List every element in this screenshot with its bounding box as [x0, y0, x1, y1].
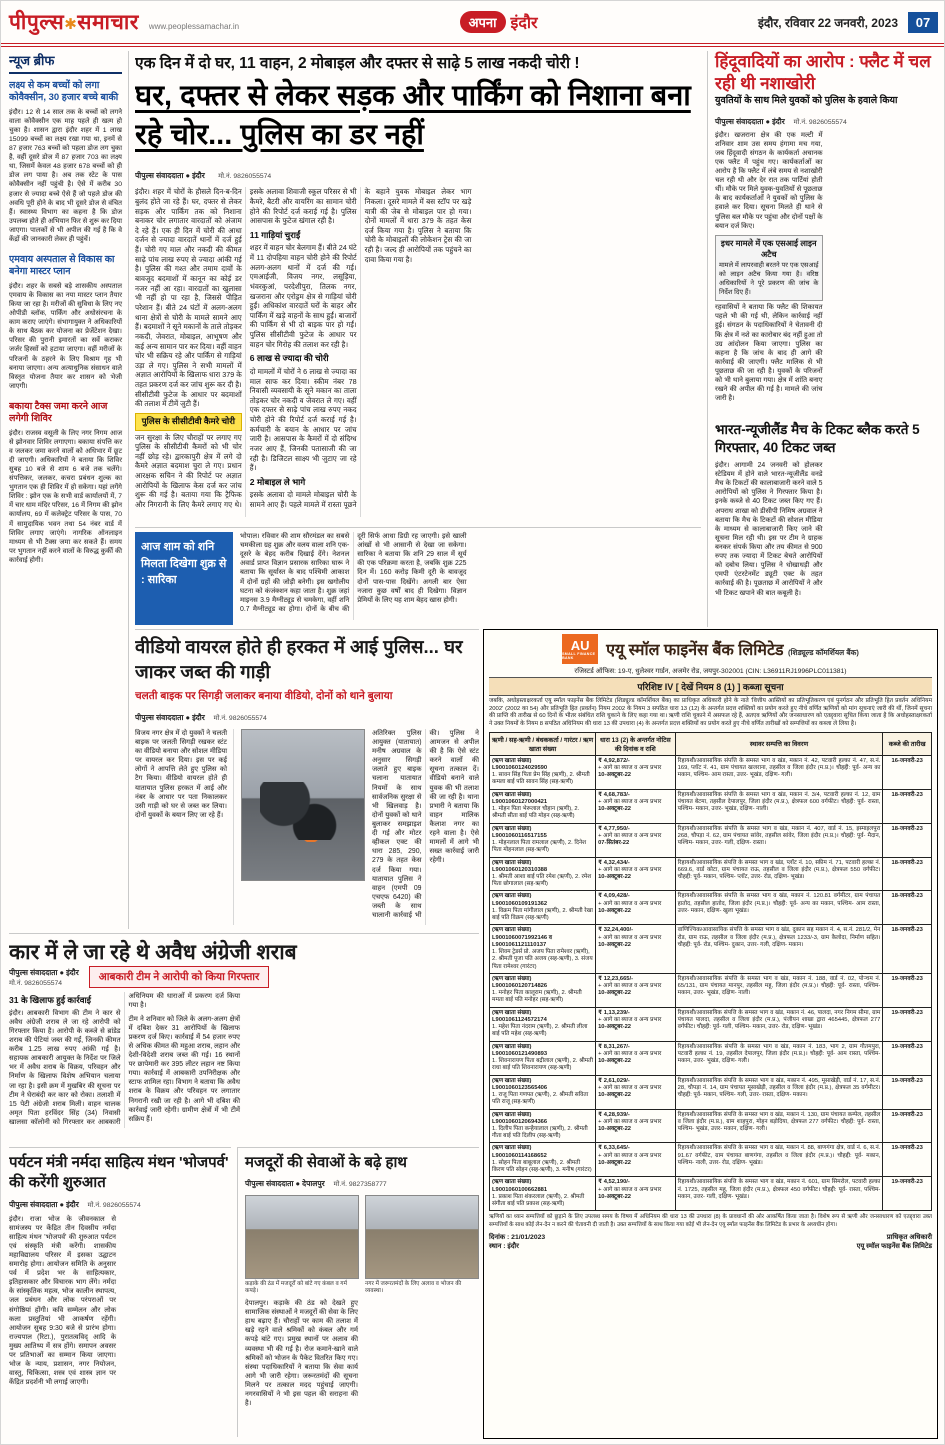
labor-photo-1: [245, 1195, 359, 1295]
notice-cell: [596, 973, 676, 1007]
notice-cell: [596, 1041, 676, 1075]
possession-table-row: [490, 1177, 932, 1211]
account-label: (ऋण खाता संख्या): [492, 757, 532, 764]
borrower-names: 1. प्रकाश पिता शंकरलाल (ऋणी), 2. श्रीमती संगीता बाई पति प्रकाश (सह-ऋणी): [492, 1193, 585, 1208]
property-description: रिहायशी/आवासायिक संपत्ति के समस्त भाग व खंड, मकान नं. 495, मूसाखेड़ी, वार्ड नं. 17, स.नं. 28, चौपड़ा नं. 14, ग्राम पंचायत मूसाखेड़ी, तहसील व जिला इंदौर (म.प्र.), क्षेत्रफल 35 वर्गमीटर। चौहद्दी: पूर्व- मकान, पश्चिम- गली, उत्तर- रास्ता, दक्षिण- मकान।: [675, 1075, 883, 1109]
notice-amount-note: + आगे का ब्याज व अन्य प्रभार: [598, 900, 662, 907]
property-description: रिहायशी/आवासायिक संपत्ति के समस्त भाग व खंड, मकान नं. 3/4, पटवारी हल्का नं. 12, ग्राम पंचायत बेटमा, तहसील देपालपुर, जिला इंदौर (म.प्र.), क्षेत्रफल 600 वर्गफीट। चौहद्दी: पूर्व- रास्ता, पश्चिम- मकान, उत्तर- भूखंड, दक्षिण- नाली।: [675, 789, 883, 823]
brief-headline: बकाया टैक्स जमा करने आज लगेगी शिविर: [9, 400, 108, 425]
hindu-story-inset: [715, 235, 823, 301]
labor-photo-2: [365, 1195, 479, 1295]
news-brief-column: [9, 51, 129, 929]
property-description: वाणिज्यिक/आवासायिक संपत्ति के समस्त भाग व खंड, दुकान सह मकान नं. 4, स.नं. 281/2, मेन रोड, ग्राम राऊ, तहसील व जिला इंदौर (म.प्र.), क्षेत्रफल 1233/-3, ग्राम कैलोदा, निर्माण सहित। चौहद्दी: पूर्व- रोड, पश्चिम- दुकान, उत्तर- गली, दक्षिण- मकान।: [675, 925, 883, 973]
notice-amount-note: + आगे का ब्याज व अन्य प्रभार: [598, 764, 662, 771]
property-description: रिहायशी/आवासायिक संपत्ति के समस्त भाग व खंड, मकान नं. 46, पालदा, नगर निगम सीमा, ग्राम पंचायत पालदा, तहसील व जिला इंदौर (म.प्र.), पंजीयन शाखा द्वारा 465445, क्षेत्रफल 277 वर्गफीट। चौहद्दी: पूर्व- गली, पश्चिम- मकान, उत्तर- रोड, दक्षिण- भूखंड।: [675, 1007, 883, 1041]
motorcycle-stunt-photo: [241, 729, 365, 881]
brief-headline: लक्ष्य से कम बच्चों को लगा कोवैक्सीन, 30 हजार बच्चे बाकी: [9, 80, 119, 104]
account-number: L9001060120694366: [492, 1118, 548, 1125]
account-label: (ऋण खाता संख्या): [492, 1043, 532, 1050]
video-story-right-text: अतिरिक्त पुलिस आयुक्त (यातायात) मनीष अग्रवाल के अनुसार सिगड़ी जलाते हुए बाइक चलाना यातायात नियमों के साथ सार्वजनिक सुरक्षा से भी खिलवाड़ है। दोनों युवकों को थाने बुलाकर समझाइश दी गई और मोटर व्हीकल एक्ट की धारा 285, 290, 279 के तहत केस दर्ज किया गया। यातायात पुलिस ने वाहन (एमपी 09 एचएफ 6420) की जब्ती के साथ चालानी कार्रवाई भी की। पुलिस ने आमजन से अपील की है कि ऐसे स्टंट करने वालों की सूचना तत्काल दें। वीडियो बनाने वाले युवक की भी तलाश की जा रही है। थाना प्रभारी ने बताया कि वाहन मालिक कैलाश नगर का रहने वाला है। ऐसे मामलों में आगे भी सख्त कार्रवाई जारी रहेगी।: [372, 729, 479, 920]
notice-cell: [596, 1075, 676, 1109]
account-label: (ऋण खाता संख्या): [492, 825, 532, 832]
possession-date: 16-जनवरी-23: [883, 755, 932, 789]
lead-sub-body: दो मामलों में चोरों ने 6 लाख से ज्यादा का माल साफ कर दिया। स्कीम नंबर 78 निवासी व्यवसायी के सूने मकान का ताला तोड़कर चोर नकदी व जेवरात ले गए। वहीं एक दफ्तर से साढ़े पांच लाख रुपए नकद चोरी होने की रिपोर्ट दर्ज कराई गई है। कर्मचारी के बयान के आधार पर जांच जारी है। आसपास के कैमरों में दो संदिग्ध नजर आए हैं, जिनकी पतासाजी की जा रही है। डिजिटल साक्ष्य भी जुटाए जा रहे हैं।: [249, 366, 357, 473]
borrower-cell: [490, 1041, 596, 1075]
notice-amount: ₹ 4,68,783/-: [598, 791, 630, 798]
account-number: L9001060120310388: [492, 866, 548, 873]
tourism-story: [9, 1147, 231, 1437]
notice-date: 10-अक्टूबर-22: [598, 1159, 632, 1166]
brief-headline: एमवाय अस्पताल से विकास का बनेगा मास्टर प्लान: [9, 254, 115, 278]
liquor-story-red-box: आबकारी टीम ने आरोपी को किया गिरफ्तार: [89, 966, 270, 988]
account-number: L9001060124029590: [492, 764, 548, 771]
notice-amount-note: + आगे का ब्याज व अन्य प्रभार: [598, 1050, 662, 1057]
hindu-story-byline: पीपुल्स संवाददाता ● इंदौर: [715, 116, 785, 126]
notice-cell: [596, 789, 676, 823]
possession-table-row: [490, 925, 932, 973]
possession-notice-title: परिशिष्ट IV [ देखें नियम 8 (1) ] कब्जा सूचना: [489, 677, 932, 696]
video-story-subhead: चलती बाइक पर सिगड़ी जलाकर बनाया वीडियो, दोनों को थाने बुलाया: [135, 689, 393, 702]
account-number: L9001060121490893: [492, 1050, 548, 1057]
notice-amount-note: + आगे का ब्याज व अन्य प्रभार: [598, 983, 662, 990]
notice-date: 10-अक्टूबर-22: [598, 990, 632, 997]
possession-date: 18-जनवरी-23: [883, 823, 932, 857]
account-number: L9001060127000421: [492, 798, 548, 805]
property-description: रिहायशी/आवासायिक संपत्ति के समस्त भाग व खंड, मकान नं. 42, पटवारी हल्का नं. 47, स.नं. 169, प्लॉट नं. 41, ग्राम पंचायत खजराना, तहसील व जिला इंदौर (म.प्र.)। चौहद्दी: पूर्व- अन्य का मकान, पश्चिम- आम रास्ता, उत्तर- भूखंड, दक्षिण- गली।: [675, 755, 883, 789]
possession-date: 19-जनवरी-23: [883, 1109, 932, 1143]
table-header-date: कब्जे की तारीख: [883, 732, 932, 755]
notice-cell: [596, 925, 676, 973]
possession-date: 19-जनवरी-23: [883, 973, 932, 1007]
borrower-names: 1. श्रीमती आशा बाई पति रमेश (ऋणी), 2. रमेश पिता छोगालाल (सह-ऋणी): [492, 873, 592, 888]
bonfire-food-photo: [365, 1195, 479, 1279]
notice-amount: ₹ 2,61,029/-: [598, 1077, 630, 1084]
video-story-byline: पीपुल्स संवाददाता ● इंदौर: [135, 712, 205, 722]
notice-amount: ₹ 8,31,267/-: [598, 1043, 630, 1050]
tickets-story-headline: भारत-न्यूजीलैंड मैच के टिकट ब्लैक करते 5 गिरफ्तार, 40 टिकट जब्त: [715, 421, 920, 455]
logo-star-icon: ✱: [64, 16, 78, 33]
possession-table-row: [490, 857, 932, 891]
bank-legal-text: जबकि, अधोहस्ताक्षरकर्ता एयू स्मॉल फाइनेंस बैंक लिमिटेड (शिड्यूल्ड कॉमर्शियल बैंक) का प्राधिकृत अधिकारी होने के नाते 'वित्तीय आस्तियों का प्रतिभूतिकरण एवं पुनर्गठन और प्रतिभूति हित प्रवर्तन अधिनियम 2002' (2002 का 54) और प्रतिभूति हित (प्रवर्तन) नियम 2002 के नियम 3 सपठित धारा 13 (12) के अन्तर्गत प्रदत्त शक्तियों का प्रयोग करते हुए नीचे वर्णित ऋणियों को मांग सूचनाएं जारी की थीं, जिनमें सूचना की प्राप्ति की तारीख से 60 दिनों के भीतर संबंधित राशि चुकाने के लिए कहा गया था। ऋणी राशि चुकाने में असफल रहे हैं, अतएव ऋणियों और जनसाधारण को एतद्द्वारा सूचित किया जाता है कि अधोहस्ताक्षरकर्ता ने उक्त नियमों के नियम 8 सपठित अधिनियम की धारा 13 की उपधारा (4) के अन्तर्गत प्रदत्त शक्तियों का प्रयोग करते हुए नीचे वर्णित तारीखों को सम्पत्तियों का कब्जा ले लिया है।: [489, 698, 932, 728]
tourism-story-byline: पीपुल्स संवाददाता ● इंदौर: [9, 1199, 79, 1209]
labor-story-phone: मो.नं. 9827358777: [333, 1180, 387, 1188]
borrower-cell: [490, 789, 596, 823]
notice-amount-note: + आगे का ब्याज व अन्य प्रभार: [598, 1152, 662, 1159]
bank-name-suffix: (शिड्यूल्ड कॉमर्शियल बैंक): [788, 648, 859, 657]
notice-amount: ₹ 4,09,428/-: [598, 893, 630, 900]
notice-date: 10-अक्टूबर-22: [598, 1193, 632, 1200]
borrower-names: 1. सोहन पिता बाबूलाल (ऋणी), 2. श्रीमती किरण पति सोहन (सह-ऋणी), 3. मनीष (गारंटर): [492, 1159, 592, 1174]
notice-cell: [596, 891, 676, 925]
lead-phone: मो.नं. 9826055574: [218, 173, 272, 181]
property-description: रिहायशी/आवासायिक संपत्ति के समस्त भाग व खंड, मकान नं. 130, ग्राम पंचायत कम्पेल, तहसील व जिला इंदौर (म.प्र.), ग्राम शाहपुरा, मोहन बड़ोदिया, क्षेत्रफल 277 वर्गफीट। चौहद्दी: पूर्व- रास्ता, पश्चिम- भूखंड, उत्तर- मकान, दक्षिण- गली।: [675, 1109, 883, 1143]
notice-amount: ₹ 4,77,950/-: [598, 825, 630, 832]
notice-amount-note: + आगे का ब्याज व अन्य प्रभार: [598, 866, 662, 873]
possession-date: 18-जनवरी-23: [883, 925, 932, 973]
notice-cell: [596, 1177, 676, 1211]
notice-amount-note: + आगे का ब्याज व अन्य प्रभार: [598, 798, 662, 805]
possession-date: 18-जनवरी-23: [883, 891, 932, 925]
borrower-names: 1. मोहनलाल पिता रामलाल (ऋणी), 2. दिनेश पिता मोहनलाल (सह-ऋणी): [492, 840, 587, 854]
property-description: रिहायशी/आवासायिक संपत्ति के समस्त भाग व खंड, प्लॉट नं. 10, स्कीम नं. 71, पटवारी हल्का नं. 669.6, वार्ड कोटा, ग्राम पंचायत राऊ, तहसील व जिला इंदौर (म.प्र.), क्षेत्रफल 550 वर्गफीट। चौहद्दी: पूर्व- मकान, पश्चिम- प्लॉट, उत्तर- रोड, दक्षिण- भूखंड।: [675, 857, 883, 891]
possession-date: 19-जनवरी-23: [883, 1143, 932, 1177]
hindu-story-phone: मो.नं. 9826055574: [793, 118, 847, 126]
logo-word-2: समाचार: [77, 11, 139, 34]
edition-badge: [249, 11, 748, 33]
account-label: (ऋण खाता संख्या): [492, 1179, 532, 1186]
possession-table-row: [490, 891, 932, 925]
borrower-cell: [490, 1109, 596, 1143]
property-description: रिहायशी/आवासायिक संपत्ति के समस्त भाग व खंड, मकान नं. 407, वार्ड नं. 15, इस्माइलपुरा 268, चौपड़ा नं. 62, ग्राम पंचायत सांवेर, तहसील सांवेर, जिला इंदौर (म.प्र.)। चौहद्दी: पूर्व- मैदान, पश्चिम- मकान, उत्तर- गली, दक्षिण- रास्ता।: [675, 823, 883, 857]
inset-body: मामले में लापरवाही बरतने पर एक एसआई को लाइन अटैच किया गया है। वरिष्ठ अधिकारियों ने पूरे प्रकरण की जांच के निर्देश दिए हैं।: [719, 262, 819, 296]
sky-story-body: भोपाल। रविवार की शाम सौरमंडल का सबसे चमकीला ग्रह शुक्र और वलय वाला शनि एक-दूसरे के बेहद करीब दिखाई देंगे। नेशनल अवार्ड प्राप्त विज्ञान प्रसारक सारिका घारू ने बताया कि सूर्यास्त के बाद पश्चिमी आकाश में दोनों ग्रहों की जोड़ी बनेगी। इस खगोलीय घटना को कंजंक्शन कहा जाता है। शुक्र जहां माइनस 3.9 मैग्नीट्यूड से चमकेगा, वहीं शनि 0.7 मैग्नीट्यूड का होगा। दोनों के बीच की दूरी सिर्फ आधा डिग्री रह जाएगी। इसे खाली आंखों से भी आसानी से देखा जा सकेगा। सारिका ने बताया कि शनि 29 साल में सूर्य की एक परिक्रमा करता है, जबकि शुक्र 225 दिन में। 160 करोड़ किमी दूरी के बावजूद दोनों पास-पास दिखेंगे। अगली बार ऐसा नजारा कुछ वर्षों बाद ही दिखेगा। विज्ञान प्रेमियों के लिए यह शाम बेहद खास होगी।: [240, 533, 467, 613]
borrower-cell: [490, 823, 596, 857]
notice-cell: [596, 1109, 676, 1143]
bank-address: रजिस्टर्ड ऑफिस: 19-ए, धुलेश्वर गार्डन, अजमेर रोड, जयपुर-302001 (CIN: L36911RJ1996PLC011381): [574, 668, 847, 675]
video-story-body: [135, 729, 479, 925]
labor-story-headline: मजदूरों की सेवाओं के बढ़े हाथ: [245, 1154, 407, 1171]
tourism-story-body: इंदौर। राजा भोज के जीवनकाल से सामंजस्य पर केंद्रित तीन दिवसीय नर्मदा साहित्य मंथन 'भोजपर्व' की शुरुआत पर्यटन एवं संस्कृति मंत्री करेंगी। शासकीय महाविद्यालय परिसर में इसका उद्घाटन समारोह होगा। आयोजन समिति के अनुसार पर्व में प्रदेश भर के साहित्यकार, इतिहासकार और विचारक भाग लेंगे। नर्मदा के सांस्कृतिक महत्व, भोज कालीन स्थापत्य, जल प्रबंधन और लोक परंपराओं पर संगोष्ठियां होंगी। कवि सम्मेलन और लोक कला प्रस्तुतियां भी आकर्षण रहेंगी। आयोजन सुबह 9:30 बजे से प्रारंभ होगा। राज्यपाल (रिटा.), पुरातत्वविद् आदि के मुख्य आतिथ्य में सत्र होंगे। समापन अवसर पर प्रतिभाओं का सम्मान किया जाएगा। भोज के न्याय, प्रशासन, नगर नियोजन, वास्तु, चिकित्सा, शस्त्र एवं शास्त्र ज्ञान पर केंद्रित प्रदर्शनी भी लगाई जाएगी।: [9, 1215, 116, 1387]
notice-date: 10-अक्टूबर-22: [598, 873, 632, 880]
account-label: (ऋण खाता संख्या): [492, 1009, 532, 1016]
notice-place-line: स्थान : इंदौर: [489, 1242, 519, 1250]
possession-table-row: [490, 973, 932, 1007]
table-header-notice: धारा 13 (2) के अन्तर्गत नोटिस की दिनांक व राशि: [596, 732, 676, 755]
video-story-left-text: विजय नगर क्षेत्र में दो युवकों ने चलती बाइक पर जलती सिगड़ी रखकर स्टंट का वीडियो बनाया और सोशल मीडिया पर वायरल कर दिया। इस पर कई लोगों ने आपत्ति लेते हुए पुलिस को टैग किया। वीडियो वायरल होते ही यातायात पुलिस हरकत में आई और नंबर के आधार पर पता निकालकर उसी गाड़ी को घर से जब्त कर लिया। दोनों युवकों के बयान लिए जा रहे हैं।: [135, 729, 234, 925]
notice-date: 10-अक्टूबर-22: [598, 1024, 632, 1031]
borrower-cell: [490, 1007, 596, 1041]
hindu-story-body: [715, 131, 938, 413]
lead-sub-body: इसके अलावा दो मामले मोबाइल चोरी के सामने आए हैं। पहले मामले में रास्ता पूछने के बहाने युवक मोबाइल लेकर भाग निकला। दूसरे मामले में बस स्टॉप पर खड़े यात्री की जेब से मोबाइल पार हो गया। दोनों मामलों में धारा 379 के तहत केस दर्ज किया गया है। पुलिस ने बताया कि चोरी के मोबाइलों की लोकेशन ट्रेस की जा रही है। जल्द ही आरोपियों तक पहुंचने का दावा किया गया है।: [249, 187, 472, 510]
video-viral-story: [135, 629, 479, 929]
possession-date: 19-जनवरी-23: [883, 1007, 932, 1041]
notice-cell: [596, 1143, 676, 1177]
hindu-story-para: रहवासियों ने बताया कि फ्लैट की शिकायत पहले भी की गई थी, लेकिन कार्रवाई नहीं हुई। संगठन के पदाधिकारियों ने चेतावनी दी कि क्षेत्र में नशे का कारोबार बंद नहीं हुआ तो उग्र आंदोलन किया जाएगा। पुलिस का कहना है कि जांच के बाद ही आगे की कार्रवाई की जाएगी। फ्लैट मालिक से भी पूछताछ की जा रही है। युवकों के परिजनों को भी थाने बुलाया गया। क्षेत्र में शांति बनाए रखने की अपील की गई है। मामले की जांच जारी है।: [715, 304, 823, 403]
account-label: (ऋण खाता संख्या): [492, 893, 532, 900]
account-number: L9001060120714826: [492, 983, 548, 990]
borrower-cell: [490, 755, 596, 789]
notice-cell: [596, 823, 676, 857]
account-number: L9001060123565406: [492, 1084, 548, 1091]
bank-name: एयू स्मॉल फाइनेंस बैंक लिमिटेड: [606, 642, 784, 659]
liquor-story-body: [9, 992, 479, 1128]
newspaper-logo: [9, 8, 139, 36]
notice-date: 10-अक्टूबर-22: [598, 772, 632, 779]
notice-amount-note: + आगे का ब्याज व अन्य प्रभार: [598, 934, 662, 941]
notice-amount-note: + आगे का ब्याज व अन्य प्रभार: [598, 1186, 662, 1193]
brief-article-tax-camp: [9, 401, 122, 565]
lead-sub-body: जन सुरक्षा के लिए चौराहों पर लगाए गए पुलिस के सीसीटीवी कैमरों को भी चोर नहीं छोड़ रहे। द्वारकापुरी क्षेत्र में लगे दो कैमरे अज्ञात बदमाश चुरा ले गए। प्रधान आरक्षक सचिन ने की रिपोर्ट पर अज्ञात आरोपियों के खिलाफ केस दर्ज कर जांच शुरू की गई है। बताया गया कि ट्रैफिक और निगरानी के लिए कैमरे लगाए गए थे। इसके अलावा शिवाजी स्कूल परिसर से भी कैमरे, बैटरी और वायरिंग का सामान चोरी होने की रिपोर्ट दर्ज कराई गई है। पुलिस आसपास के फुटेज खंगाल रही है।: [135, 187, 357, 510]
edition-badge-pill: अपना: [460, 11, 506, 33]
borrower-cell: [490, 1177, 596, 1211]
lead-headline: घर, दफ्तर से लेकर सड़क और पार्किंग को निशाना बना रहे चोर... पुलिस का डर नहीं: [135, 80, 691, 152]
possession-table-row: [490, 823, 932, 857]
tourism-story-headline: पर्यटन मंत्री नर्मदा साहित्य मंथन 'भोजपर्व' की करेंगी शुरुआत: [9, 1154, 229, 1192]
labor-story-body: देपालपुर। कड़ाके की ठंड को देखते हुए सामाजिक संस्थाओं ने मजदूरों की सेवा के लिए हाथ बढ़ाए हैं। चौराहों पर काम की तलाश में खड़े रहने वाले श्रमिकों को कंबल और गर्म कपड़े बांटे गए। प्रमुख स्थानों पर अलाव की व्यवस्था भी की गई है। रोज कमाने-खाने वाले श्रमिकों को भोजन के पैकेट वितरित किए गए। संस्था पदाधिकारियों ने बताया कि सेवा कार्य आगे भी जारी रहेगा। जरूरतमंदों की सूचना मिलने पर तत्काल मदद पहुंचाई जाएगी। नगरवासियों ने भी इस पहल की सराहना की है।: [245, 1299, 358, 1408]
table-header-property: स्थावर सम्पत्ति का विवरण: [675, 732, 883, 755]
hindu-story-subhead: युवतियों के साथ मिले युवकों को पुलिस के हवाले किया: [715, 95, 898, 107]
notice-date: 10-अक्टूबर-22: [598, 806, 632, 813]
video-story-phone: मो.नं. 9826055574: [213, 714, 267, 722]
liquor-story-para: टीम ने शनिवार को जिले के अलग-अलग क्षेत्रों में दबिश देकर 31 आरोपियों के खिलाफ प्रकरण दर्ज किए। कार्रवाई में 54 हजार रुपए से अधिक कीमत की महुआ शराब, लहान और देशी-विदेशी शराब जब्त की गई। 16 स्थानों पर छापेमारी कर 395 लीटर लहान नष्ट किया गया। कार्रवाई में आबकारी उपनिरीक्षक और स्टाफ शामिल रहा। विभाग ने बताया कि अवैध शराब के विक्रय और परिवहन पर लगातार निगरानी रखी जा रही है। आगे भी दबिश की कार्रवाई जारी रहेगी। ग्रामीण क्षेत्रों में भी टीमें सक्रिय हैं।: [128, 1015, 240, 1123]
signatory-bank: एयू स्मॉल फाइनेंस बैंक लिमिटेड: [856, 1242, 932, 1250]
account-number: L9001060071992146 व L9001061121110137: [492, 934, 552, 948]
brief-body: इंदौर। 12 से 14 साल तक के बच्चों को लगने वाला कोवैक्सीन एक माह पहले ही खत्म हो चुका है। शासन द्वारा इंदौर शहर में 1 लाख 15099 बच्चों का लक्ष्य रखा गया था, इनमें से 87 हजार 763 बच्चों को पहला डोज लग चुका है, वहीं दूसरे डोज में 87 हजार 703 का लक्ष्य था, जिसमें केवल 48 हजार 678 बच्चों को ही डोज लग पाया है। अब तक स्टेट के पास कोवैक्सीन नहीं पहुंची है। ऐसे में करीब 30 हजार से ज्यादा बच्चे ऐसे हैं जो पहले डोज की अवधि पूरी होने के बाद भी दूसरे डोज से वंचित हैं। स्वास्थ्य विभाग का कहना है कि डोज उपलब्ध होते ही अभियान फिर से शुरू कर दिया जाएगा। पालकों से भी अपील की गई है कि वे केंद्रों की जानकारी लेकर ही पहुंचें।: [9, 108, 122, 243]
possession-table-row: [490, 755, 932, 789]
au-logo-text: AU: [570, 637, 590, 653]
account-label: (ऋण खाता संख्या): [492, 859, 532, 866]
notice-amount: ₹ 12,23,665/-: [598, 975, 634, 982]
dateline: इंदौर, रविवार 22 जनवरी, 2023: [758, 15, 898, 30]
lead-intro: इंदौर। शहर में चोरों के हौसले दिन-ब-दिन बुलंद होते जा रहे हैं। घर, दफ्तर से लेकर सड़क और पार्किंग तक को निशाना बनाकर चोर लगातार वारदातों को अंजाम दे रहे हैं। एक ही दिन में चोरी की आधा दर्जन से ज्यादा वारदातें थानों में दर्ज हुई हैं। चोरी गए माल और नकदी की कीमत साढ़े पांच लाख रुपए से ज्यादा आंकी गई है। पुलिस की गश्त और तमाम दावों के बावजूद बदमाशों में कानून का कोई डर नजर नहीं आ रहा। वारदातों का खुलासा भी नहीं हो पा रहा है, जिससे पीड़ित परेशान हैं। बीते 24 घंटों में अलग-अलग थाना क्षेत्रों से चोरी के मामले सामने आए हैं। बदमाशों ने सूने मकानों के ताले तोड़कर नकदी, जेवरात, मोबाइल, आभूषण और कई अन्य सामान पार कर दिया। वहीं वाहन चोर भी सक्रिय रहे और पार्किंग से गाड़ियां उड़ा ले गए। पुलिस ने सभी मामलों में अज्ञात आरोपियों के खिलाफ धारा 379 के तहत प्रकरण दर्ज कर जांच शुरू कर दी है। सीसीटीवी फुटेज के आधार पर बदमाशों की तलाश में टीमें जुटी हैं।: [135, 187, 242, 409]
property-description: रिहायशी/आवासायिक संपत्ति के समस्त भाग व खंड, मकान नं. 88, बाणगंगा क्षेत्र, वार्ड नं. 6, स.नं. 91.67 वर्गफीट, ग्राम पंचायत बाणगंगा, तहसील व जिला इंदौर (म.प्र.)। चौहद्दी: पूर्व- मकान, पश्चिम- नाली, उत्तर- रोड, दक्षिण- भूखंड।: [675, 1143, 883, 1177]
borrower-names: 1. दिलीप पिता कन्हैयालाल (ऋणी), 2. श्रीमती गीता बाई पति दिलीप (सह-ऋणी): [492, 1126, 588, 1140]
signatory-title: प्राधिकृत अधिकारी: [886, 1233, 932, 1241]
possession-date: 19-जनवरी-23: [883, 1075, 932, 1109]
liquor-story-para: इंदौर। आबकारी विभाग की टीम ने कार से अवैध अंग्रेजी शराब ले जा रहे आरोपी को गिरफ्तार किया है। आरोपी के कब्जे से ब्रांडेड शराब की पेटियां जब्त की गईं, जिनकी कीमत करीब 1.25 लाख रुपए आंकी गई है। सहायक आबकारी आयुक्त के निर्देश पर जिले भर में अवैध शराब के विक्रय, परिवहन और निर्माण के खिलाफ विशेष अभियान चलाया जा रहा है। इसी क्रम में मुखबिर की सूचना पर टीम ने घेराबंदी कर कार को रोका। तलाशी में 15 पेटी अंग्रेजी शराब मिली। वाहन चालक अमृत पिता हरविंदर सिंह (34) निवासी खालसा कॉलोनी को गिरफ्तार कर आबकारी अधिनियम की धाराओं में प्रकरण दर्ज किया गया है।: [9, 993, 240, 1126]
notice-amount-note: + आगे का ब्याज व अन्य प्रभार: [598, 1084, 662, 1091]
borrower-names: 1. शिवनारायण पिता बद्रीलाल (ऋणी), 2. श्रीमती राधा बाई पति शिवनारायण (सह-ऋणी): [492, 1058, 593, 1072]
account-label: (ऋण खाता संख्या): [492, 927, 532, 934]
brief-body: इंदौर। शहर के सबसे बड़े शासकीय अस्पताल एमवाय के विकास का नया मास्टर प्लान तैयार किया जा रहा है। मरीजों की सुविधा के लिए नए ओपीडी ब्लॉक, पार्किंग और अधोसंरचना के काम कराए जाएंगे। संभागायुक्त ने अधिकारियों के साथ बैठक कर योजना का प्रेजेंटेशन देखा। परिसर की पुरानी इमारतों का सर्वे कराकर जर्जर हिस्सों को हटाया जाएगा। वहीं मरीजों के परिजनों के ठहरने के लिए विश्राम गृह भी बनाया जाएगा। अन्य अत्याधुनिक संसाधन वाले विस्तृत योजना तैयार कर शासन को भेजी जाएगी।: [9, 282, 122, 390]
notice-date: 07-सितंबर-22: [598, 840, 630, 847]
borrower-cell: [490, 891, 596, 925]
possession-table-row: [490, 1075, 932, 1109]
lead-subhead-vehicles: 11 गाड़ियां चुराईं: [249, 229, 301, 240]
possession-table: [489, 732, 932, 1212]
account-label: (ऋण खाता संख्या): [492, 1077, 532, 1084]
edition-badge-city: इंदौर: [510, 15, 538, 32]
lead-byline: पीपुल्स संवाददाता ● इंदौर: [135, 171, 205, 181]
liquor-story-byline: पीपुल्स संवाददाता ● इंदौर: [9, 967, 79, 977]
lead-story: [135, 51, 701, 523]
page-number: 07: [908, 12, 938, 33]
bank-possession-notice: [483, 629, 938, 1439]
sky-science-story: [135, 527, 701, 625]
borrower-names: 1. राजू पिता गणपत (ऋणी), 2. श्रीमती सविता पति राजू (सह-ऋणी): [492, 1092, 589, 1106]
account-number: L9001060114168652: [492, 1152, 547, 1159]
brief-body: इंदौर। राजस्व वसूली के लिए नगर निगम आज से झोनवार शिविर लगाएगा। बकाया संपत्ति कर व जलकर जमा करने वालों को अधिभार में छूट दी जाएगी। अधिकारियों ने बताया कि शिविर सुबह 10 बजे से शाम 6 बजे तक चलेंगे। संपत्तिकर, जलकर, कचरा प्रबंधन शुल्क का भुगतान एक ही शिविर में हो सकेगा। यहां लगेंगे शिविर : झोन एक के सभी वार्ड कार्यालयों में, 7 में चार धाम मंदिर परिसर, 16 में निगम की झोन कार्यालय, 69 में कलेक्ट्रेट परिसर के पास, 70 में सामुदायिक भवन तथा 54 नंबर वार्ड में शिविर लगाए जाएंगे। नागरिक ऑनलाइन माध्यम से भी टैक्स जमा कर सकते हैं। समय पर भुगतान नहीं करने वालों के विरुद्ध कुर्की की कार्रवाई होगी।: [9, 429, 122, 564]
news-brief-title: न्यूज ब्रीफ: [9, 51, 122, 74]
possession-date: 18-जनवरी-23: [883, 857, 932, 891]
notice-amount: ₹ 32,24,400/-: [598, 927, 634, 934]
possession-table-row: [490, 789, 932, 823]
account-number: L9001061124572174: [492, 1016, 547, 1023]
notice-amount: ₹ 4,52,190/-: [598, 1179, 630, 1186]
tourism-story-phone: मो.नं. 9826055574: [87, 1201, 141, 1209]
website-url: www.peoplessamachar.in: [148, 21, 240, 31]
notice-amount: ₹ 1,13,239/-: [598, 1009, 630, 1016]
notice-date-line: दिनांक : 21/01/2023: [489, 1233, 546, 1241]
possession-table-body: [490, 755, 932, 1211]
liquor-story-phone: मो.नं. 9826055574: [9, 979, 63, 987]
bank-footer: [489, 1232, 932, 1250]
liquor-story-headline: कार में ले जा रहे थे अवैध अंग्रेजी शराब: [9, 941, 297, 964]
lead-article-body: [135, 187, 701, 517]
borrower-cell: [490, 1143, 596, 1177]
right-column: [707, 51, 938, 627]
notice-date: 10-अक्टूबर-22: [598, 1092, 632, 1099]
tickets-story-body: इंदौर। आगामी 24 जनवरी को होलकर स्टेडियम में होने वाले भारत-न्यूजीलैंड वनडे मैच के टिकटों की कालाबाजारी करने वाले 5 आरोपियों को पुलिस ने गिरफ्तार किया है। इनके कब्जे से 40 टिकट जब्त किए गए हैं। अपराध शाखा को डीसीपी निमिष अग्रवाल ने बताया कि मैच के टिकटों की सोशल मीडिया के माध्यम से कालाबाजारी किए जाने की सूचना मिल रही थी। इस पर टीम ने ग्राहक बनकर संपर्क किया और तय कीमत से 900 रुपए तक ज्यादा में टिकट बेचते आरोपियों को दबोच लिया। पुलिस ने धोखाधड़ी और एमपी एंटरटेनमेंट ड्यूटी एक्ट के तहत कार्रवाई की है। पूछताछ में आरोपियों ने और भी टिकट खपाने की बात कबूली है।: [715, 461, 823, 597]
lead-subhead-cctv: पुलिस के सीसीटीवी कैमरे चोरी: [135, 413, 242, 431]
notice-amount-note: + आगे का ब्याज व अन्य प्रभार: [598, 1118, 662, 1125]
notice-amount: ₹ 6,33,645/-: [598, 1145, 630, 1152]
notice-date: 10-अक्टूबर-22: [598, 1126, 632, 1132]
account-number: L9001060100662881: [492, 1186, 548, 1193]
borrower-names: 1. महेश पिता नंदराम (ऋणी), 2. श्रीमती लीला बाई पति महेश (सह-ऋणी): [492, 1024, 588, 1038]
photo-caption: कड़ाके की ठंड में मजदूरों को बांटे गए कंबल व गर्म कपड़े।: [245, 1280, 348, 1294]
video-story-headline: वीडियो वायरल होते ही हरकत में आई पुलिस... घर जाकर जब्त की गाड़ी: [135, 636, 463, 682]
possession-date: 18-जनवरी-23: [883, 789, 932, 823]
property-description: रिहायशी/आवासायिक संपत्ति के समस्त भाग व खंड, मकान नं. 120.81 वर्गमीटर, ग्राम पंचायत हातोद, तहसील हातोद, जिला इंदौर (म.प्र.)। चौहद्दी: पूर्व- अन्य का मकान, पश्चिम- आम रास्ता, उत्तर- मकान, दक्षिण- खुला भूखंड।: [675, 891, 883, 925]
borrower-names: 1. सावन सिंह पिता प्रेम सिंह (ऋणी), 2. श्रीमती कमला बाई पति सावन सिंह (सह-ऋणी): [492, 772, 590, 786]
property-description: रिहायशी/आवासायिक संपत्ति के समस्त भाग व खंड, मकान नं. 188, वार्ड नं. 02, पोऱ्चम नं. 65/131, ग्राम पंचायत मानपुर, तहसील महू, जिला इंदौर (म.प्र.)। चौहद्दी: पूर्व- रास्ता, पश्चिम- मकान, उत्तर- भूखंड, दक्षिण- नाली।: [675, 973, 883, 1007]
liquor-story: [9, 933, 479, 1143]
table-header-borrower: ऋणी / सह-ऋणी / बंधककर्ता / गारंटर / ऋण खाता संख्या: [490, 732, 596, 755]
labor-story: [237, 1147, 479, 1437]
possession-date: 19-जनवरी-23: [883, 1041, 932, 1075]
lead-kicker: एक दिन में दो घर, 11 वाहन, 2 मोबाइल और दफ्तर से साढ़े 5 लाख नकदी चोरी !: [135, 55, 580, 72]
borrower-names: 1. मनोहर पिता कालूराम (ऋणी), 2. श्रीमती ममता बाई पति मनोहर (सह-ऋणी): [492, 990, 582, 1004]
sky-story-blue-box: आज शाम को शनि मिलता दिखेगा शुक्र से : सारिका: [135, 532, 233, 625]
possession-date: 19-जनवरी-23: [883, 1177, 932, 1211]
account-label: (ऋण खाता संख्या): [492, 1145, 532, 1152]
bank-footer-note: ऋणियों का ध्यान सम्पत्तियों को छुड़ाने के लिए उपलब्ध समय के विषय में अधिनियम की धारा 13 की उपधारा (8) के प्रावधानों की ओर आकर्षित किया जाता है। विशेष रूप से ऋणी और जनसाधारण को एतद्द्वारा उक्त सम्पत्तियों के साथ कोई लेन-देन न करने की चेतावनी दी जाती है। उक्त सम्पत्तियों के साथ किया गया कोई भी लेन-देन एयू स्मॉल फाइनेंस बैंक लिमिटेड के प्रभार के अध्यधीन होगा।: [489, 1214, 932, 1228]
lead-subhead-theft: 6 लाख से ज्यादा की चोरी: [249, 353, 329, 364]
property-description: रिहायशी/आवासायिक संपत्ति के समस्त भाग व खंड, मकान नं. 601, ग्राम सिमरोल, पटवारी हल्का नं. 1725, तहसील महू, जिला इंदौर (म.प्र.), क्षेत्रफल 450 वर्गफीट। चौहद्दी: पूर्व- रास्ता, पश्चिम- मकान, उत्तर- गली, दक्षिण- भूखंड।: [675, 1177, 883, 1211]
bank-header: [489, 634, 932, 664]
borrower-cell: [490, 925, 596, 973]
lead-subhead-mobiles: 2 मोबाइल ले भागे: [249, 476, 306, 487]
notice-amount: ₹ 4,92,872/-: [598, 757, 630, 764]
notice-amount: ₹ 4,32,434/-: [598, 859, 630, 866]
borrower-cell: [490, 857, 596, 891]
borrower-cell: [490, 1075, 596, 1109]
blanket-distribution-photo: [245, 1195, 359, 1279]
au-bank-logo-icon: [562, 634, 598, 664]
borrower-names: 1. मोहन पिता भेरूलाल चौहान (ऋणी), 2. श्रीमती सीता बाई पति मोहन (सह-ऋणी): [492, 806, 580, 820]
notice-cell: [596, 755, 676, 789]
notice-amount-note: + आगे का ब्याज व अन्य प्रभार: [598, 832, 662, 839]
possession-table-row: [490, 1143, 932, 1177]
labor-story-byline: पीपुल्स संवाददाता ● देपालपुर: [245, 1178, 325, 1188]
notice-date: 10-अक्टूबर-22: [598, 941, 632, 948]
notice-date: 10-अक्टूबर-22: [598, 907, 632, 914]
lead-sub-body: शहर में वाहन चोर बेलगाम हैं। बीते 24 घंटे में 11 दोपहिया वाहन चोरी होने की रिपोर्ट अलग-अलग थानों में दर्ज की गई। एमआईजी, विजय नगर, लसूड़िया, भंवरकुआं, परदेशीपुरा, तिलक नगर, खजराना और एरोड्रम क्षेत्र से गाड़ियां चोरी हुईं। अधिकांश वारदातें घरों के बाहर और पार्किंग में खड़े वाहनों के साथ हुईं। बाजारों की पार्किंग से भी दो बाइक पार हो गईं। पुलिस सीसीटीवी फुटेज के आधार पर वाहन चोर गिरोह की तलाश कर रही है।: [249, 243, 357, 349]
brief-article-vaccine: [9, 80, 122, 244]
hindu-story-headline: हिंदूवादियों का आरोप : फ्लैट में चल रही थी नशाखोरी: [715, 52, 931, 94]
au-logo-subtext: SMALL FINANCE BANK: [562, 651, 596, 660]
account-label: (ऋण खाता संख्या): [492, 975, 532, 982]
account-number: L9001060116517155: [492, 832, 547, 839]
notice-cell: [596, 1007, 676, 1041]
hindu-story-para: इंदौर। खजराना क्षेत्र की एक मल्टी में शनिवार शाम उस समय हंगामा मच गया, जब हिंदूवादी संगठन के कार्यकर्ता अचानक एक फ्लैट में पहुंच गए। कार्यकर्ताओं का आरोप है कि फ्लैट में लंबे समय से नशाखोरी चल रही थी और देर रात तक पार्टियां होती थीं। मौके पर मिले युवक-युवतियों से पूछताछ के बाद कार्यकर्ताओं ने युवकों को पुलिस के हवाले कर दिया। सूचना मिलते ही थाने से पुलिस बल मौके पर पहुंचा और दोनों पक्षों के बयान दर्ज किए।: [715, 131, 823, 230]
masthead: [1, 1, 945, 47]
notice-amount: ₹ 4,28,939/-: [598, 1111, 630, 1118]
notice-cell: [596, 857, 676, 891]
property-description: रिहायशी/आवासायिक संपत्ति के समस्त भाग व खंड, मकान नं. 183, भाग 2, ग्राम गौतमपुरा, पटवारी हल्का नं. 19, तहसील देपालपुर, जिला इंदौर (म.प्र.)। चौहद्दी: पूर्व- आम रास्ता, पश्चिम- मकान, उत्तर- भूखंड, दक्षिण- गली।: [675, 1041, 883, 1075]
logo-word-1: पीपुल्स: [9, 11, 65, 34]
possession-table-row: [490, 1041, 932, 1075]
borrower-cell: [490, 973, 596, 1007]
account-label: (ऋण खाता संख्या): [492, 1111, 532, 1118]
inset-title: इधर मामले में एक एसआई लाइन अटैच: [720, 238, 817, 259]
borrower-names: 1. विक्रम पिता मांगीलाल (ऋणी), 2. श्रीमती रेखा बाई पति विक्रम (सह-ऋणी): [492, 907, 593, 922]
account-label: (ऋण खाता संख्या): [492, 791, 532, 798]
notice-date: 10-अक्टूबर-22: [598, 1058, 632, 1065]
brief-article-hospital: [9, 254, 122, 391]
borrower-names: 1. शिवम ट्रेडर्स प्रो. अजय पिता रामेश्वर (ऋणी), 2. श्रीमती पूजा पति अजय (सह-ऋणी), 3. संजय पिता रामेश्वर (गारंटर): [492, 949, 593, 970]
possession-table-row: [490, 1007, 932, 1041]
photo-caption: नगर में जरूरतमंदों के लिए अलाव व भोजन की व्यवस्था।: [365, 1280, 462, 1294]
labor-photos: [245, 1195, 479, 1295]
possession-table-row: [490, 1109, 932, 1143]
notice-amount-note: + आगे का ब्याज व अन्य प्रभार: [598, 1016, 662, 1023]
liquor-story-subhead: 31 के खिलाफ हुई कार्रवाई: [9, 995, 91, 1006]
account-number: L9001060109191362: [492, 900, 548, 907]
